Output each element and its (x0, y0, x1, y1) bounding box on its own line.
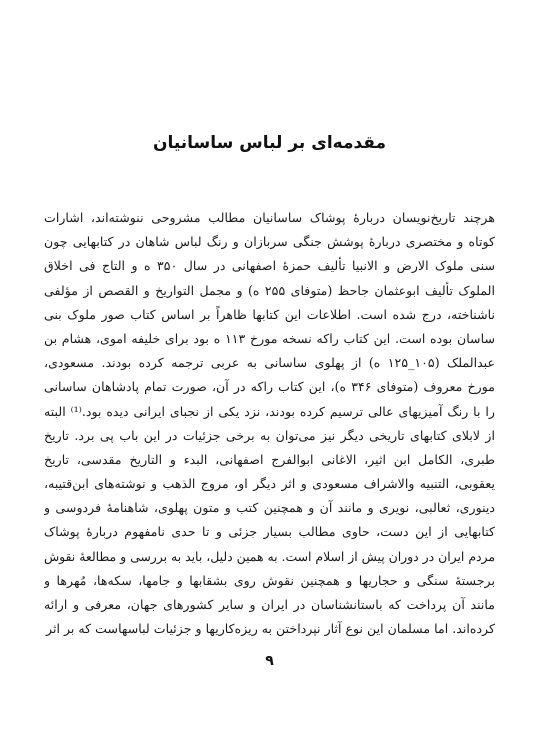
text-line: مانند آن پرداخت که باستانشناسان در ایران و سایر کشورهای جهان، معرفی و ارائه (44, 597, 495, 612)
page-number: ۹ (265, 653, 274, 669)
text-line: عبدالملک (۱۰۵_۱۲۵ ه) از پهلوی ساسانی به عربی ترجمه کرده بودند. مسعودی، (44, 355, 495, 371)
text-line: کرده‌اند. اما مسلمان این نوع آثار نپرداختن به ریزه‌کاریها و جزئیات لباسهاست که بر اثر (46, 621, 495, 637)
text-line: هرچند تاریخ‌نویسان دربارهٔ پوشاک ساسانیان مطالب مشروحی ننوشته‌اند، اشارات (44, 210, 495, 225)
text-line: مورخ معروف (متوفای ۳۴۶ ه)، این کتاب راکه در آن، صورت تمام پادشاهان ساسانی (44, 379, 495, 395)
text-line: مردم ایران در دوران پیش از اسلام است. به همین دلیل، باید به بررسی و مطالعهٔ نقوش (44, 548, 495, 564)
chapter-title: مقدمه‌ای بر لباس ساسانیان (152, 133, 387, 153)
text-line: کوتاه و مختصری دربارهٔ پوشش جنگی سربازان و رنگ لباس شاهان در کتابهایی چون (44, 234, 495, 250)
text-line: الملوک تألیف ابوعثمان جاحظ (متوفای ۲۵۵ ه) و مجمل التواریخ و القصص از مؤلفی (44, 282, 495, 298)
text-line: برجستهٔ سنگی و حجاریها و همچنین نقوش روی بشقابها و جامها، سکه‌ها، مُهرها و (44, 572, 495, 588)
text-line: طبری، الکامل ابن اثیر، الاغانی ابوالفرج اصفهانی، البدء و التاریخ مقدسی، تاریخ (44, 451, 495, 467)
text-line: سنی ملوک الارض و الانبیا تألیف حمزهٔ اصفهانی در سال ۳۵۰ ه و التاج فی اخلاق (44, 258, 495, 274)
text-line: از لابلای کتابهای تاریخی دیگر نیز می‌توان به برخی جزئیات در این باب پی برد. تاریخ (44, 427, 495, 443)
body-text (44, 206, 495, 641)
text-line: ناشناخته، درج شده است. اطلاعات این کتابها ظاهراً بر اساس کتاب صور ملوک بنی (44, 306, 495, 322)
text-line: دینوری، ثعالبی، نویری و مانند آن و همچنین کتب و متون پهلوی، شاهنامهٔ فردوسی و (44, 500, 495, 516)
text-line: را با رنگ آمیزیهای عالی ترسیم کرده بودند، نزد یکی از نجبای ایرانی دیده بود.⁽¹⁾ البته (44, 403, 495, 419)
text-line: یعقوبی، التنبیه والاشراف مسعودی و اثر دیگر او، مروج الذهب و نوشته‌های ابن‌قتیبه، (44, 476, 495, 492)
text-line: کتابهایی از این دست، حاوی مطالب بسیار جزئی و تا حدی نامفهوم دربارهٔ پوشاک (44, 524, 495, 540)
text-line: ساسان بوده است. این کتاب راکه نسخه مورخ ۱۱۳ ه بود برای خلیفه اموی، هشام بن (44, 330, 495, 346)
